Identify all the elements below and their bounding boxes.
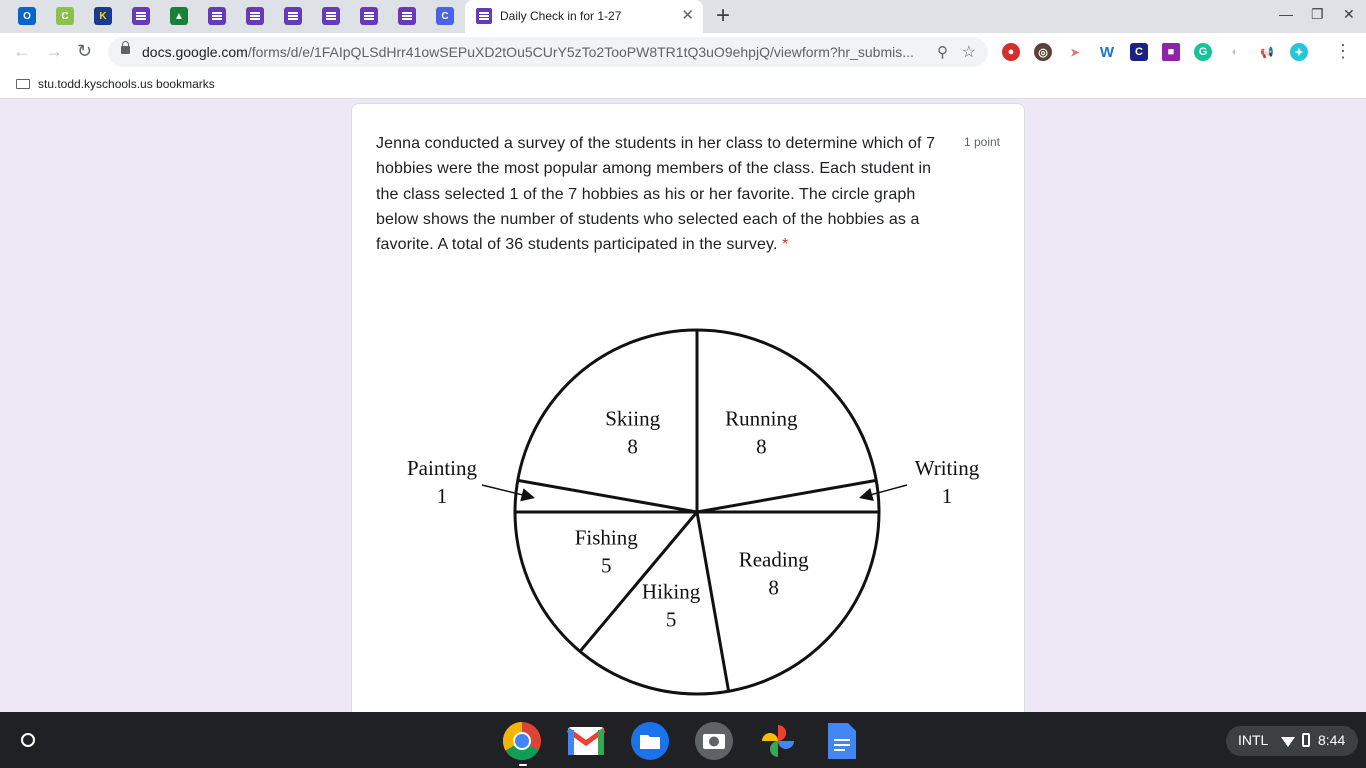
extension-cyan-icon[interactable]: ✦ bbox=[1290, 43, 1308, 61]
bookmark-folder[interactable]: stu.todd.kyschools.us bookmarks bbox=[38, 77, 215, 91]
extension-arrow-icon[interactable]: ➤ bbox=[1066, 43, 1084, 61]
extension-c-icon[interactable]: C bbox=[1130, 43, 1148, 61]
extension-puzzle-icon[interactable]: ■ bbox=[1162, 43, 1180, 61]
launcher-icon[interactable] bbox=[12, 724, 44, 756]
slice-label-reading: Reading bbox=[738, 547, 809, 572]
url-text[interactable]: docs.google.com/forms/d/e/1FAIpQLSdHrr41owSEPuXD2tOu5CUrY5zTo2TooPW8TR1tQ3uO9ehpjQ/viewform?hr_submis... bbox=[142, 44, 914, 60]
new-tab-button[interactable]: + bbox=[716, 2, 731, 29]
running-indicator bbox=[519, 764, 527, 766]
megaphone-icon[interactable]: 📢 bbox=[1258, 43, 1276, 61]
slice-label-writing: Writing bbox=[914, 456, 980, 480]
slice-value-fishing: 5 bbox=[601, 553, 612, 578]
forms-tab-icon[interactable] bbox=[398, 7, 416, 25]
question-card bbox=[351, 103, 1025, 723]
gmail-icon[interactable] bbox=[566, 722, 606, 760]
chrome-icon[interactable] bbox=[502, 722, 542, 760]
slice-label-painting: Painting bbox=[406, 456, 478, 480]
slice-value-writing: 1 bbox=[941, 484, 953, 508]
slice-value-skiing: 8 bbox=[627, 434, 638, 459]
pie-chart bbox=[352, 274, 1026, 714]
grammarly-icon[interactable]: G bbox=[1194, 43, 1212, 61]
status-tray[interactable] bbox=[1226, 726, 1358, 756]
forms-tab-icon[interactable] bbox=[284, 7, 302, 25]
slice-value-running: 8 bbox=[756, 434, 767, 459]
input-method: INTL bbox=[1238, 732, 1269, 748]
forms-tab-icon[interactable] bbox=[322, 7, 340, 25]
classroom-tab-icon[interactable]: ▲ bbox=[170, 7, 188, 25]
tab-title: Daily Check in for 1-27 bbox=[500, 9, 622, 23]
forms-tab-icon[interactable] bbox=[132, 7, 150, 25]
slice-label-skiing: Skiing bbox=[605, 406, 661, 431]
back-arrow-icon[interactable]: ← bbox=[13, 41, 31, 61]
c-app-tab-icon[interactable]: C bbox=[56, 7, 74, 25]
required-asterisk: * bbox=[782, 236, 789, 254]
active-tab[interactable] bbox=[465, 0, 703, 33]
bookmarks-bar bbox=[0, 71, 1366, 99]
outlook-tab-icon[interactable]: O bbox=[18, 7, 36, 25]
close-tab-icon[interactable]: ✕ bbox=[681, 7, 694, 24]
camera-icon[interactable] bbox=[694, 722, 734, 760]
minimize-icon[interactable]: — bbox=[1279, 6, 1293, 22]
wifi-icon bbox=[1281, 737, 1295, 747]
extension-red-icon[interactable]: ● bbox=[1002, 43, 1020, 61]
extension-brown-icon[interactable]: ◎ bbox=[1034, 43, 1052, 61]
browser-toolbar bbox=[0, 33, 1366, 71]
address-bar[interactable] bbox=[108, 37, 988, 67]
tab-strip bbox=[0, 0, 1366, 33]
lock-icon bbox=[121, 46, 130, 54]
forms-tab-icon[interactable] bbox=[208, 7, 226, 25]
clock: 8:44 bbox=[1318, 732, 1346, 748]
close-window-icon[interactable]: ✕ bbox=[1343, 6, 1355, 22]
extension-gray-icon[interactable]: ◐ bbox=[1226, 43, 1244, 61]
photos-icon[interactable] bbox=[758, 722, 798, 760]
slice-value-painting: 1 bbox=[436, 484, 448, 508]
reload-icon[interactable]: ↻ bbox=[77, 41, 93, 61]
extension-w-icon[interactable]: W bbox=[1099, 43, 1115, 61]
forms-tab-icon[interactable] bbox=[360, 7, 378, 25]
folder-icon bbox=[16, 79, 30, 89]
files-icon[interactable] bbox=[630, 722, 670, 760]
battery-icon bbox=[1302, 733, 1310, 747]
slice-value-hiking: 5 bbox=[665, 607, 677, 632]
zoom-icon[interactable]: ⚲ bbox=[937, 44, 948, 61]
slice-label-fishing: Fishing bbox=[574, 525, 638, 550]
os-shelf bbox=[0, 712, 1366, 768]
c-blue-tab-icon[interactable]: C bbox=[436, 7, 454, 25]
points-label: 1 point bbox=[963, 135, 1000, 149]
k-app-tab-icon[interactable]: K bbox=[94, 7, 112, 25]
restore-icon[interactable]: ❐ bbox=[1311, 6, 1324, 22]
browser-menu-icon[interactable]: ⋮ bbox=[1334, 41, 1352, 61]
bookmark-star-icon[interactable]: ☆ bbox=[961, 44, 976, 61]
question-title: Jenna conducted a survey of the students in her class to determine which of 7 hobbies were the most popular among members of the class. Each student in the class selected 1 of the 7 hobbies as his or her favorite. The circle graph below shows the number of students who selected each of the hobbies as a favorite. A total of 36 students participated in the survey. * bbox=[376, 135, 936, 254]
slice-label-running: Running bbox=[725, 406, 798, 431]
slice-label-hiking: Hiking bbox=[641, 579, 701, 604]
forms-icon bbox=[476, 8, 492, 24]
docs-icon[interactable] bbox=[822, 722, 862, 760]
slice-value-reading: 8 bbox=[768, 575, 779, 600]
forms-tab-icon[interactable] bbox=[246, 7, 264, 25]
forward-arrow-icon[interactable]: → bbox=[45, 41, 63, 61]
